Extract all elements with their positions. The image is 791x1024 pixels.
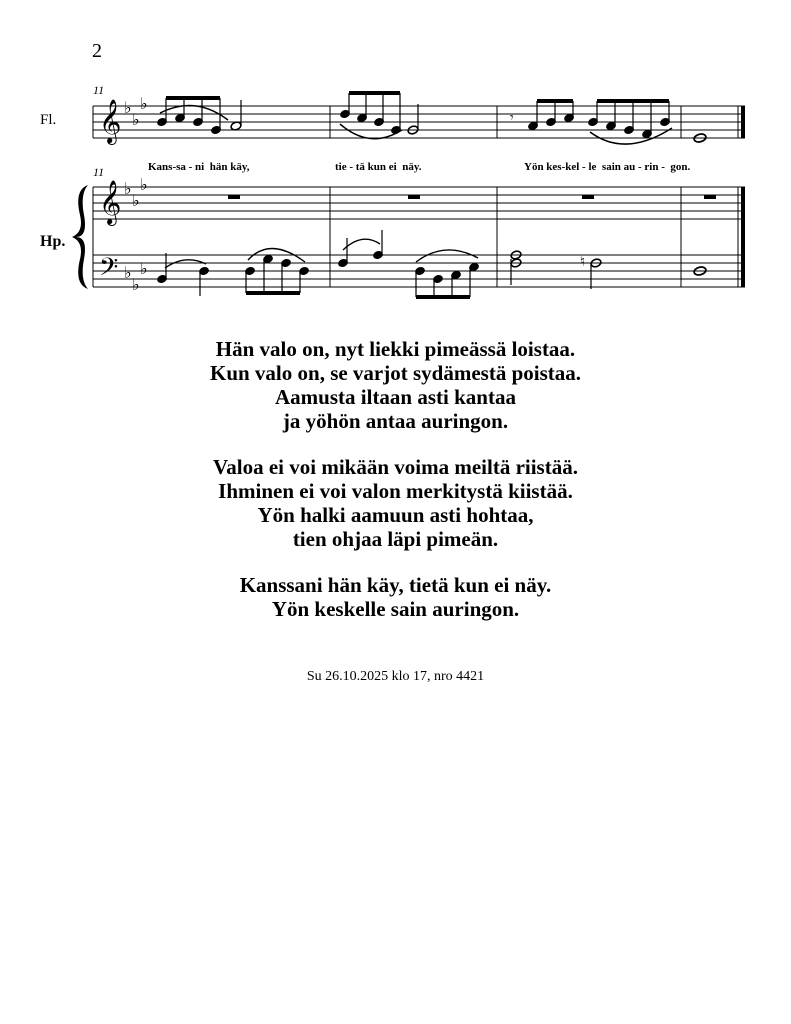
svg-text:♭: ♭: [140, 177, 148, 194]
lyric-line: Ihminen ei voi valon merkitystä kiistää.: [218, 479, 573, 503]
lyric-line: Valoa ei voi mikään voima meiltä riistää.: [213, 455, 578, 479]
lyric-line: Aamusta iltaan asti kantaa: [275, 385, 516, 409]
page-number: 2: [92, 40, 102, 62]
bass-clef-icon: 𝄢: [99, 254, 119, 287]
svg-text:♭: ♭: [124, 265, 132, 282]
flute-notes: [157, 93, 707, 144]
footer-info: Su 26.10.2025 klo 17, nro 4421: [306, 669, 485, 684]
harp-treble-rests: [228, 195, 716, 199]
lyric-line: ja yöhön antaa auringon.: [282, 409, 509, 433]
lyrics-verse-1: [0, 337, 791, 433]
lyric-line: Yön keskelle sain auringon.: [271, 597, 520, 621]
svg-text:♭: ♭: [124, 181, 132, 198]
lyrics-verse-2: [0, 455, 791, 551]
svg-text:♭: ♭: [140, 261, 148, 278]
lyric-line: Kun valo on, se varjot sydämestä poistaa.: [209, 361, 582, 385]
measure-number-flute: 11: [93, 83, 105, 97]
svg-text:♭: ♭: [132, 193, 140, 210]
harp-treble-staff: [93, 187, 745, 219]
svg-text:♭: ♭: [132, 112, 140, 129]
svg-text:♭: ♭: [124, 100, 132, 117]
lyric-measure-2: tie - tä kun ei näy.: [335, 161, 422, 173]
lyric-line: Kanssani hän käy, tietä kun ei näy.: [239, 573, 552, 597]
key-signature-harp-bass: [124, 261, 148, 294]
key-signature-flute: [124, 96, 148, 129]
lyric-measure-3: Yön kes-kel - le sain au - rin - gon.: [524, 161, 691, 173]
lyric-line: tien ohjaa läpi pimeän.: [292, 527, 499, 551]
brace-icon: [72, 185, 88, 289]
flute-lyrics: [148, 161, 690, 173]
treble-clef-icon: 𝄞: [99, 182, 122, 224]
music-score: [0, 0, 791, 300]
measure-number-harp: 11: [93, 165, 105, 179]
treble-clef-icon: 𝄞: [99, 101, 122, 143]
harp-label: Hp.: [40, 233, 66, 250]
lyric-line: Yön halki aamuun asti hohtaa,: [257, 503, 534, 527]
lyrics-verse-3: [0, 573, 791, 621]
svg-text:♭: ♭: [132, 277, 140, 294]
svg-text:𝄾: 𝄾: [510, 111, 514, 126]
key-signature-harp-treble: [124, 177, 148, 210]
svg-text:♮: ♮: [580, 255, 586, 270]
lyric-measure-1: Kans-sa - ni hän käy,: [148, 161, 250, 173]
lyric-line: Hän valo on, nyt liekki pimeässä loistaa.: [215, 337, 576, 361]
flute-label: Fl.: [40, 112, 57, 128]
svg-text:♭: ♭: [140, 96, 148, 113]
